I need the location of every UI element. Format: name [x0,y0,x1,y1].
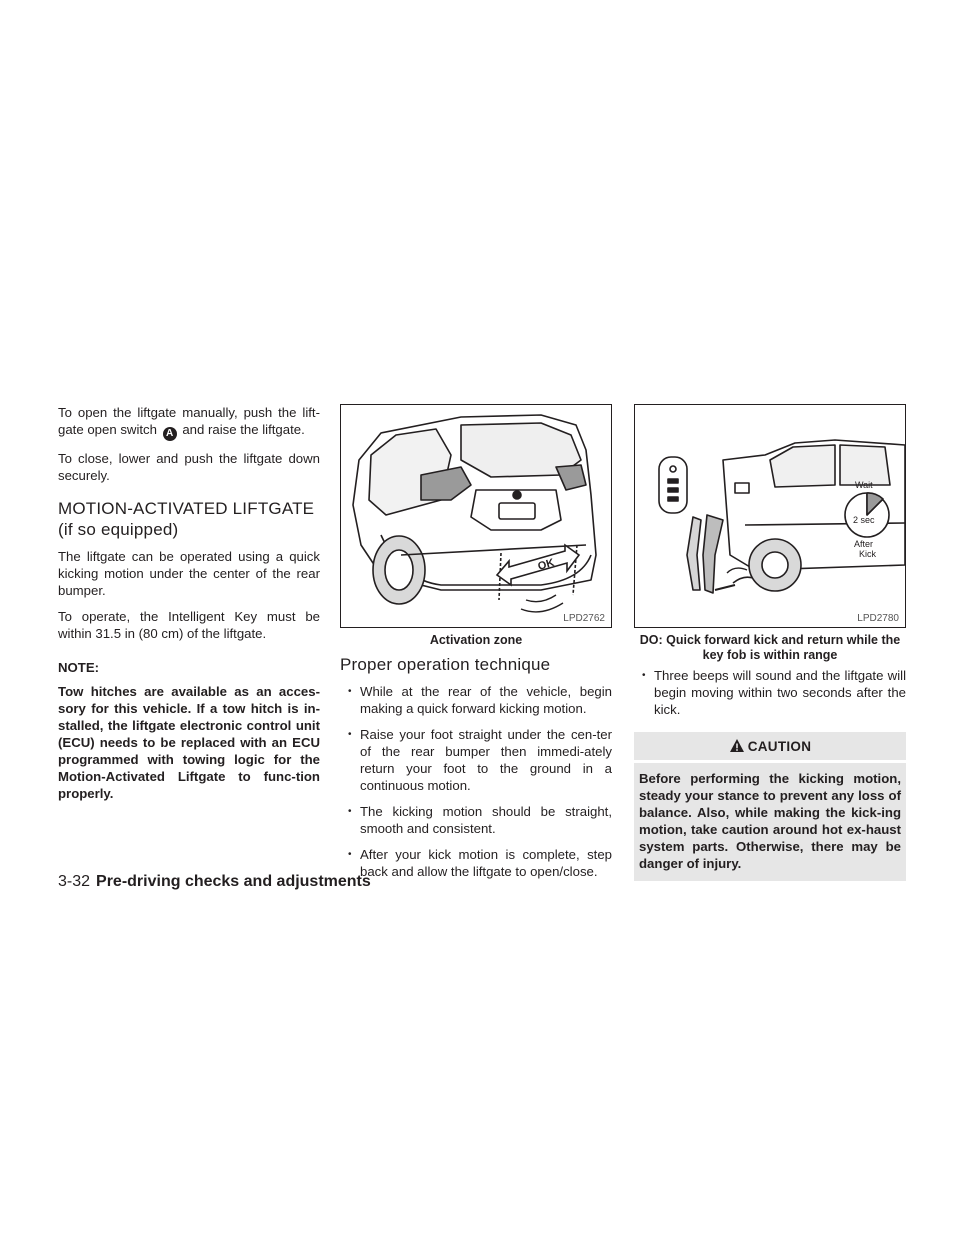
kick-label: Kick [859,549,877,559]
two-sec-label: 2 sec [853,515,875,525]
figure-code: LPD2780 [857,613,899,624]
list-item: • Three beeps will sound and the liftgate will begin moving within two seconds after the kick. [634,667,906,718]
intelligent-key-paragraph: To operate, the Intelligent Key must be within 31.5 in (80 cm) of the liftgate. [58,609,320,641]
after-label: After [854,539,874,549]
left-column [58,404,320,802]
kick-motion-illustration [635,405,906,628]
caution-title: CAUTION [747,739,812,754]
motion-liftgate-heading: MOTION-ACTIVATED LIFTGATE (if so equipped) [58,499,315,539]
ok-label: OK [536,556,556,573]
list-item: • The kicking motion should be straight, smooth and consistent. [340,803,612,837]
list-item: • While at the rear of the vehicle, begin making a quick forward kicking motion. [340,683,612,717]
manual-close-paragraph: To close, lower and push the liftgate down securely. [58,451,320,483]
activation-zone-figure [340,404,612,628]
list-item: • After your kick motion is complete, step back and allow the liftgate to open/close. [340,846,612,880]
list-item: • Raise your foot straight under the cen-ter of the rear bumper then immedi-ately return your foot to the ground in a continuous motion. [340,726,612,794]
figure-caption: Activation zone [429,633,523,647]
technique-list [340,683,612,880]
note-label: NOTE: [58,660,100,675]
caution-header [634,732,906,763]
caution-box [634,732,906,881]
middle-column [340,404,612,889]
page-number: 3-32 [58,873,91,890]
technique-heading: Proper operation technique [340,655,551,674]
wait-label: Wait [855,480,873,490]
kick-motion-figure [634,404,906,628]
caution-text: Before performing the kicking motion, steady your stance to prevent any loss of balance. Also, while making the kick-ing motion, take caution around hot ex-haust system parts. Otherwise, there may be danger of injury. [639,771,901,871]
motion-intro-paragraph: The liftgate can be operated using a quick kicking motion under the center of the rear bumper. [58,549,320,598]
manual-open-paragraph: To open the liftgate manually, push the lift-gate open switch A and raise the liftgate. [58,405,320,439]
section-title: Pre-driving checks and adjustments [96,873,371,890]
page-footer [58,873,371,891]
right-column [634,404,906,881]
rear-vehicle-illustration [341,405,612,628]
figure-code: LPD2762 [563,613,605,624]
figure-caption: DO: Quick forward kick and return while the key fob is within range [639,633,901,662]
note-text: Tow hitches are available as an acces-sory for this vehicle. If a tow hitch is in-stalled, the liftgate electronic control unit (ECU) needs to be replaced with an ECU programmed with towing logic for the Motion-Activated Liftgate to func-tion properly. [58,684,320,801]
warning-icon [729,738,745,754]
beep-list [634,667,906,718]
switch-a-marker: A [163,427,177,441]
